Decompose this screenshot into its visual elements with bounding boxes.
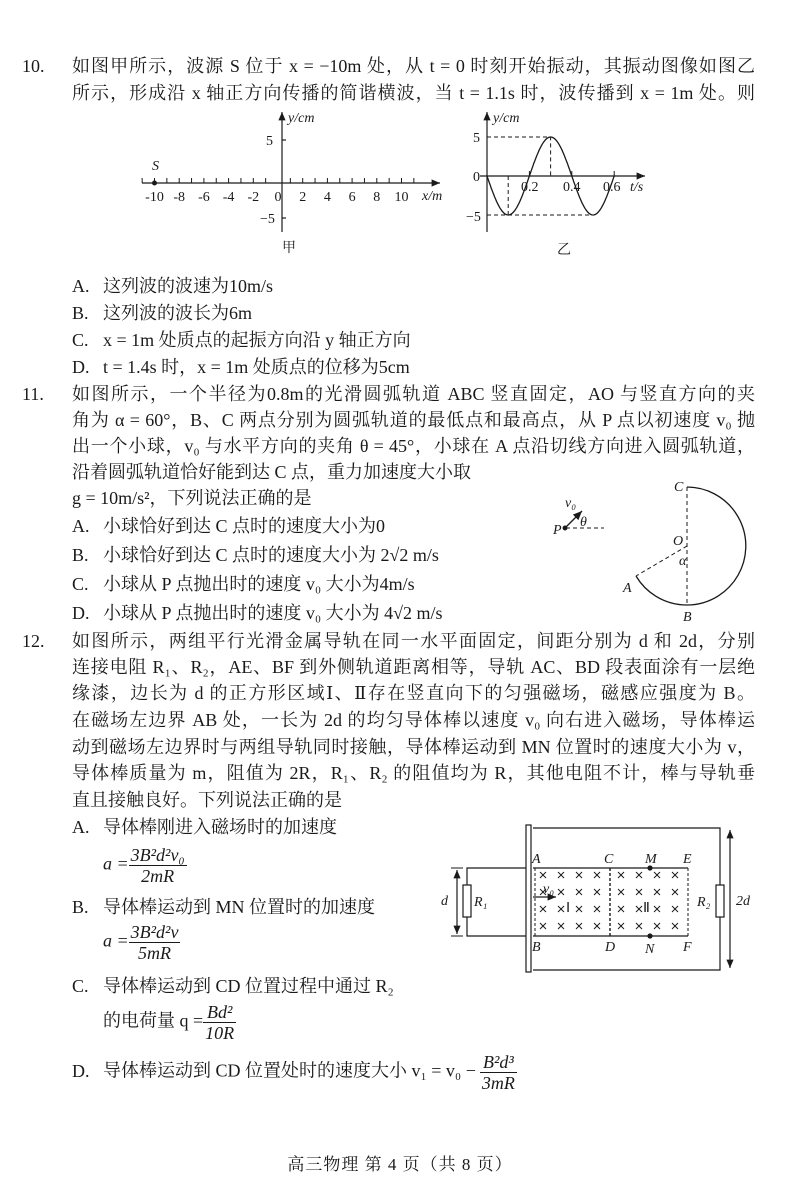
field-cross-icon — [594, 906, 600, 912]
question-text-line: 动到磁场左边界时与两组导轨同时接触，导体棒运动到 MN 位置时的速度大小为 v， — [72, 737, 755, 757]
numerator: 3B²d²v — [130, 922, 179, 942]
label-e: E — [683, 852, 692, 867]
question-text-line: 所示，形成沿 x 轴正方向传播的简谐横波，当 t = 1.1s 时，波传播到 x = 1m 处。则 — [72, 83, 755, 103]
option-text: x = 1m 处质点的起振方向沿 y 轴正方向 — [103, 330, 411, 350]
x-tick-label: 10 — [394, 190, 409, 205]
figure-arc-track — [563, 487, 746, 605]
x-tick-label: 4 — [323, 190, 331, 205]
y-tick-label: 5 — [473, 131, 480, 146]
field-cross-icon — [594, 889, 600, 895]
question-number: 11. — [22, 384, 44, 404]
field-cross-icon — [576, 923, 582, 929]
formula-lhs: 的电荷量 q = — [103, 1010, 204, 1031]
numerator: 3B²d²v₀ — [130, 845, 185, 865]
label-r1: R₁ — [474, 895, 488, 910]
option-text: 导体棒运动到 MN 位置时的加速度 — [103, 897, 376, 917]
question-number: 12. — [22, 631, 45, 651]
x-tick-label: 0.4 — [563, 180, 581, 195]
field-cross-icon — [654, 923, 660, 929]
option-label: B. — [72, 545, 89, 565]
option-label: B. — [72, 897, 89, 917]
field-cross-icon — [576, 872, 582, 878]
numerator: Bd² — [203, 1002, 236, 1023]
option-text: 小球恰好到达 C 点时的速度大小为 2√2 m/s — [103, 545, 439, 565]
field-cross-icon — [654, 906, 660, 912]
x-tick-label: 0.2 — [521, 180, 539, 195]
field-cross-icon — [558, 872, 564, 878]
question-text-line: g = 10m/s²，下列说法正确的是 — [72, 488, 312, 508]
label-theta: θ — [580, 515, 587, 530]
peak-guide — [487, 137, 551, 176]
x-tick-label: -8 — [173, 190, 186, 205]
question-text-line: 缘漆，边长为 d 的正方形区域Ⅰ、Ⅱ存在竖直向下的匀强磁场，磁感应强度为 B。 — [72, 683, 755, 703]
field-cross-icon — [672, 906, 678, 912]
label-f: F — [683, 940, 692, 955]
label-alpha: α — [679, 554, 687, 569]
page-footer: 高三物理 第 4 页（共 8 页） — [287, 1155, 513, 1174]
point-p — [563, 526, 567, 530]
option-text: t = 1.4s 时，x = 1m 处质点的位移为5cm — [103, 357, 410, 377]
field-cross-icon — [618, 872, 624, 878]
label-2d: 2d — [736, 894, 750, 909]
label-n: N — [645, 942, 655, 957]
option-text: 小球从 P 点抛出时的速度 v₀ 大小为4m/s — [103, 574, 415, 594]
field-cross-icon — [636, 889, 642, 895]
label-o: O — [673, 534, 684, 549]
field-cross-icon — [672, 872, 678, 878]
option-text: 导体棒刚进入磁场时的加速度 — [103, 817, 337, 837]
y-tick-label: 5 — [266, 134, 273, 149]
option-label: C. — [72, 574, 89, 594]
field-cross-icon — [576, 889, 582, 895]
formula-lhs: a = — [103, 930, 129, 951]
field-cross-icon — [558, 923, 564, 929]
label-c: C — [674, 480, 684, 495]
x-ticks — [142, 178, 414, 205]
option-label: A. — [72, 817, 90, 837]
denominator: 3mR — [481, 1073, 515, 1093]
x-tick-label: -2 — [247, 190, 260, 205]
x-tick-label: 0.6 — [603, 180, 621, 195]
x-tick-label: 0 — [274, 190, 282, 205]
field-cross-icon — [618, 889, 624, 895]
source-point — [152, 181, 157, 186]
option-text: 导体棒运动到 CD 位置处时的速度大小 v₁ = v₀ − — [103, 1060, 476, 1081]
x-tick-label: -10 — [145, 190, 164, 205]
y-tick-label: −5 — [260, 212, 275, 227]
option-text: 小球恰好到达 C 点时的速度大小为0 — [103, 516, 386, 536]
label-a: A — [532, 852, 541, 867]
y-tick-label: 0 — [473, 170, 480, 185]
figure-caption: 甲 — [282, 241, 296, 256]
x-tick-label: -6 — [198, 190, 210, 205]
question-text-line: 如图甲所示，波源 S 位于 x = −10m 处，从 t = 0 时刻开始振动，其振动图像如图乙 — [72, 56, 755, 76]
arc-track — [636, 487, 746, 605]
label-m: M — [645, 852, 657, 867]
option-text: 这列波的波长为6m — [103, 303, 253, 323]
field-cross-icon — [636, 872, 642, 878]
numerator: B²d³ — [480, 1052, 517, 1073]
question-text-line: 如图所示，两组平行光滑金属导轨在同一水平面固定，间距分别为 d 和 2d，分别 — [72, 631, 755, 651]
option-label: B. — [72, 303, 89, 323]
field-cross-icon — [576, 906, 582, 912]
label-c: C — [604, 852, 614, 867]
field-cross-icon — [618, 923, 624, 929]
option-label: A. — [72, 516, 90, 536]
field-cross-icon — [618, 906, 624, 912]
denominator: 10R — [205, 1023, 235, 1043]
x-tick-label: -4 — [222, 190, 235, 205]
field-cross-icon — [558, 889, 564, 895]
field-cross-icon — [558, 906, 564, 912]
label-a: A — [623, 581, 632, 596]
label-p: P — [553, 523, 562, 538]
field-cross-icon — [672, 889, 678, 895]
option-text: 导体棒运动到 CD 位置过程中通过 R₂ — [103, 976, 394, 996]
field-cross-icon — [540, 872, 546, 878]
formula-lhs: a = — [103, 853, 129, 874]
field-cross-icon — [594, 923, 600, 929]
field-cross-icon — [654, 889, 660, 895]
y-axis-label: y/cm — [288, 111, 315, 126]
label-r2: R₂ — [697, 895, 711, 910]
x-tick-label: 2 — [299, 190, 307, 205]
denominator: 2mR — [141, 866, 175, 886]
question-text-line: 如图所示，一个半径为0.8m的光滑圆弧轨道 ABC 竖直固定，AO 与竖直方向的夹 — [72, 384, 755, 404]
option-label: D. — [72, 1060, 90, 1081]
x-axis-label: x/m — [422, 189, 443, 204]
option-label: D. — [72, 357, 90, 377]
field-cross-icon — [594, 872, 600, 878]
question-text-line: 角为 α = 60°，B、C 两点分别为圆弧轨道的最低点和最高点，从 P 点以初速度 v₀ 抛 — [72, 410, 755, 430]
question-text-line: 导体棒质量为 m，阻值为 2R，R₁、R₂ 的阻值均为 R，其他电阻不计，棒与导轨垂 — [72, 763, 755, 783]
field-cross-icon — [636, 923, 642, 929]
field-cross-icon — [540, 923, 546, 929]
question-text-line: 出一个小球，v₀ 与水平方向的夹角 θ = 45°，小球在 A 点沿切线方向进入圆弧轨道， — [72, 436, 755, 456]
field-cross-icon — [540, 906, 546, 912]
label-b: B — [683, 610, 692, 625]
question-text-line: 直且接触良好。下列说法正确的是 — [72, 790, 342, 810]
label-b: B — [532, 940, 541, 955]
y-axis-label: y/cm — [493, 111, 520, 126]
figure-wave-position — [142, 112, 443, 232]
question-text-line: 在磁场左边界 AB 处，一长为 2d 的均匀导体棒以速度 v₀ 向右进入磁场，导体棒运 — [72, 710, 755, 730]
option-label: D. — [72, 603, 90, 623]
label-region-2: Ⅱ — [643, 901, 650, 916]
option-label: A. — [72, 276, 90, 296]
field-cross-icon — [654, 872, 660, 878]
denominator: 5mR — [138, 943, 172, 963]
question-text-line: 连接电阻 R₁、R₂，AE、BF 到外侧轨道距离相等，导轨 AC、BD 段表面涂有一层绝 — [72, 657, 755, 677]
conductor-rod[interactable] — [526, 825, 531, 972]
resistor-r2 — [716, 885, 724, 917]
label-region-1: Ⅰ — [566, 901, 571, 916]
outer-rails — [533, 828, 720, 970]
source-label: S — [152, 159, 159, 174]
x-axis-label: t/s — [630, 180, 644, 195]
point-n — [648, 934, 652, 938]
figure-caption: 乙 — [557, 243, 571, 258]
y-tick-label: −5 — [466, 210, 481, 225]
question-text-line: 沿着圆弧轨道恰好能到达 C 点，重力加速度大小取 — [72, 462, 472, 482]
option-text: 这列波的波速为10m/s — [103, 276, 274, 296]
resistor-r1 — [463, 885, 471, 917]
label-d: d — [441, 894, 448, 909]
question-number: 10. — [22, 56, 45, 76]
x-tick-label: 8 — [373, 190, 381, 205]
field-cross-icon — [672, 923, 678, 929]
label-d: D — [605, 940, 616, 955]
x-tick-label: 6 — [348, 190, 356, 205]
option-label: C. — [72, 330, 89, 350]
option-text: 小球从 P 点抛出时的速度 v₀ 大小为 4√2 m/s — [103, 603, 443, 623]
magnetic-field-crosses — [540, 872, 678, 929]
option-label: C. — [72, 976, 89, 996]
label-v0: v₀ — [543, 882, 555, 897]
label-v0: v₀ — [565, 496, 577, 511]
field-cross-icon — [636, 906, 642, 912]
